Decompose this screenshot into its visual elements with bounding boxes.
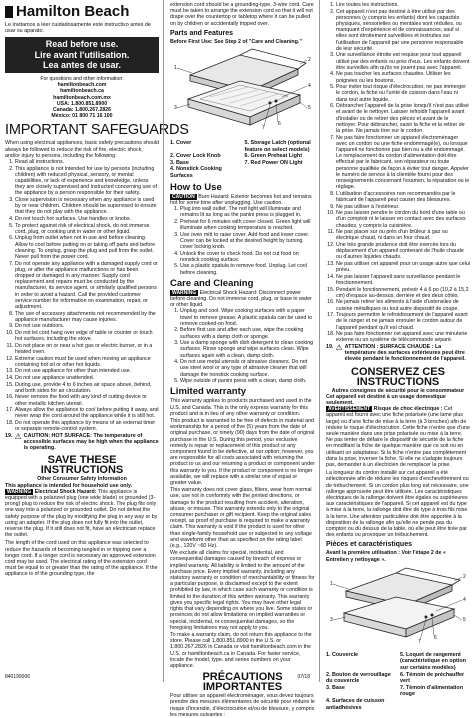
fr-safeguard-item: 16. Ne jamais retirer les aliments à l'aide d'ustensiles de cuisine métalliques ou tout autre dispositif de coupe. (336, 299, 470, 311)
save-subtitle: Other Consumer Safety Information (37, 476, 127, 483)
read-before-fr: Lire avant l'utilisation. (34, 49, 130, 60)
fr-cord-length-text: La longueur du cordon installé sur cet appareil a été sélectionnée afin de réduire les risques d'enchevêtrement ou de trébuchement. Si un cordon plus long est nécessaire, une rallonge approuvée peut être utilisée. Les caractéristiques électriques de la rallonge doivent être égales ou supérieures aux caractéristiques de l'appareil. Si cet appareil est du type à mise à la terre, la rallonge doit être de type à trois fils mise à la terre. Une attention particulière doit être apportée à la disposition de la rallonge afin qu'elle ne pende pas du comptoir ou du dessus de la table, où elle peut être tirée par des enfants ou provoquer un trébuchement. (326, 470, 469, 539)
svg-text:3: 3 (330, 616, 333, 623)
household-use: This appliance is intended for household use only. (5, 482, 133, 489)
shock-warning (5, 489, 159, 539)
svg-text:2: 2 (308, 57, 311, 64)
extension-cord-cont: extension cord should be a grounding-type, 3-wire cord. Care must be taken to arrange the extension cord so that it will not drape over the countertop or tabletop where it can be pulled on by children or accidentally tripped over. (170, 2, 314, 27)
fr-safeguard-item: 10. Ne pas laisser pendre le cordon du bord d'une table ou d'un comptoir ni le laisser en contact avec des surfaces chaudes, y compris la cuisinière. (336, 210, 470, 229)
fr-hot-surface-caution (326, 344, 470, 363)
contact-phone-usa: USA: 1.800.851.8900 (56, 100, 108, 107)
care-warning-text: Electrical Shock Hazard: Disconnect power before cleaning. Do not immerse cord, plug, or base in water or other liquid. (170, 289, 312, 309)
warranty-para: We exclude all claims for special, incidental, and consequential damages caused by breach of express or implied warranty. All liability is limited to the amount of the purchase price. Every implied warranty, including any statutory warranty or condition of merchantability or fitness for a particular purpose, is disclaimed except to the extent prohibited by law, in which case such warranty or condition is limited to the duration of this written warranty. This warranty gives you specific legal rights. You may have other legal rights that vary depending on where you live. Some states or provinces do not allow limitations on implied warranties or special, incidental, or consequential damages, so the foregoing limitations may not apply to you. (170, 550, 315, 631)
page-footer (5, 674, 470, 680)
part-item: 4. Nonstick Cooking Surfaces (170, 166, 222, 179)
read-before-es: Lea antes de usar. (42, 60, 122, 71)
piece-item: 5. Loquet de rangement (caractéristique en option sur certains modèles) (400, 651, 466, 672)
brand-logo-mark (5, 6, 13, 18)
fr-safeguards-list (326, 2, 470, 344)
how-to-step: 1. Plug into wall outlet. The red light will illuminate and remains lit as long as the panini press is plugged in. (180, 206, 315, 218)
column-english-use (163, 0, 319, 718)
fr-shock-warning (326, 406, 470, 468)
fr-safeguard-item: 6. Débrancher l'appareil de la prise lorsqu'il n'est pas utilisé et avant de le nettoyer. Laisser refroidir l'appareil avant d'installer ou de retirer des pièces et avant de le nettoyer. Pour débrancher, saisir la fiche et la retirer de la prise. Ne jamais tirer sur le cordon. (336, 103, 470, 134)
safeguard-item: 1. Read all instructions. (15, 159, 159, 165)
svg-text:6: 6 (278, 121, 281, 128)
fr-safeguard-item: 13. Ne pas utiliser cet appareil pour un usage autre que celui prévu. (336, 261, 470, 273)
safeguard-item: 17. Always allow the appliance to cool before putting it away, and never wrap the cord around the appliance while it is still hot. (15, 407, 159, 419)
safeguards-intro: When using electrical appliances, basic safety precautions should always be followed to reduce the risk of fire, electric shock, and/or injury to persons, including the following: (5, 140, 159, 159)
care-step: 2. Before first use and after each use, wipe the cooking surfaces with a damp cloth or sponge. (180, 327, 315, 339)
fr-safeguard-item: 4. Ne pas toucher les surfaces chaudes. Utiliser les poignées ou les boutons. (336, 71, 470, 83)
fr-safeguard-item: 14. Ne pas laisser l'appareil sans surveillance pendant le fonctionnement. (336, 274, 470, 286)
warning-tag: WARNING (7, 488, 32, 495)
svg-text:2: 2 (463, 573, 466, 580)
fr-hot-surface-warning-icon: ⚠ (335, 343, 343, 352)
safeguard-item: 15. During use, provide 4 to 6 inches air space above, behind, and both sides for air circulation. (15, 382, 159, 394)
how-to-step: 3. Use oven mitt to raise cover. Add food and lower cover. Cover can be locked at the desired height by turning cover locking knob. (180, 232, 315, 251)
part-item: 7. Red Power ON Light (244, 159, 303, 166)
svg-text:4: 4 (308, 83, 311, 90)
part-item: 1. Cover (170, 140, 192, 147)
hot-surface-caution (5, 433, 159, 452)
safeguard-item: 9. Do not use outdoors. (15, 323, 159, 329)
svg-text:7: 7 (262, 125, 265, 132)
warning-bold: Electrical Shock Hazard: (34, 488, 97, 495)
safeguards-title: IMPORTANT SAFEGUARDS (5, 122, 189, 139)
svg-text:3: 3 (174, 105, 177, 112)
svg-text:1: 1 (174, 65, 177, 72)
contact-intro: For questions and other information: (40, 75, 124, 82)
fr-warning-text: Cet appareil est fourni avec une fiche polarisée (une lame plus large) ou d'une fiche de mise à la terre (à 3 broches) afin de réduire le risque d'électrocution. Cette fiche n'entre que d'une seule manière dans une prise polarisée ou mise à la terre. Ne pas tenter de défaire le dispositif de sécurité de la fiche en modifiant la fiche de quelque manière que ce soit ou en utilisant un adaptateur. Si la fiche n'entre pas complètement dans la prise, inverser la fiche. Si elle ne s'adapte toujours pas, demander à un électricien de remplacer la prise. (326, 406, 470, 469)
pieces-list (326, 652, 470, 711)
burn-warning-text: Burn Hazard: Exterior becomes hot and remains hot for some time after unplugging. Use caution. (170, 193, 312, 206)
part-item (245, 166, 316, 179)
safeguard-item: 16. Never remove the food with any kind of cutting device or other metallic kitchen utensil. (15, 394, 159, 406)
contact-link-us[interactable]: hamiltonbeach.com (57, 82, 107, 89)
save-instructions-title: SAVE THESE INSTRUCTIONS (40, 454, 124, 477)
how-to-use-title: How to Use (170, 181, 222, 193)
piece-item: 7. Témoin d'alimentation rouge (400, 684, 463, 698)
fr-safeguard-item: 2. Cet appareil n'est pas destiné à être utilisé par des personnes (y compris les enfants) dont les capacités physiques, sensorielles ou mentales sont réduites, ou manquant d'expérience et de connaissances, sauf si elles sont étroitement surveillées et instruites sur l'utilisation de l'appareil par une personne responsable de leur sécurité. (336, 9, 470, 52)
part-item: 2. Cover Lock Knob (170, 153, 221, 160)
fr-safeguards-title: PRÉCAUTIONS IMPORTANTES (202, 671, 283, 694)
care-title: Care and Cleaning (170, 277, 254, 289)
svg-text:5: 5 (463, 616, 466, 623)
panini-press-diagram (170, 47, 316, 133)
parts-note: Before First Use: See Step 2 of "Care and Cleaning." (170, 38, 302, 45)
svg-text:7: 7 (418, 638, 421, 645)
fr-safeguard-item: 5. Pour éviter tout risque d'électrocution, ne pas immerger le cordon, la fiche ou l'unité de cuisson dans l'eau ni dans tout autre liquide. (336, 84, 470, 103)
fr-caution-body (345, 344, 470, 363)
fr-safeguard-item: 11. Ne pas placer sur ou près d'un brûleur à gaz ou électrique chaud, ni dans un four chaud. (336, 229, 470, 241)
piece-item: 1. Couvercle (326, 651, 359, 658)
fr-household-use: Cet appareil est destiné à un usage domestique seulement. (326, 393, 446, 407)
care-steps (170, 308, 315, 384)
svg-text:5: 5 (308, 105, 311, 112)
column-french (319, 0, 474, 711)
care-step: 4. Do not use metal utensils or abrasive cleaners. Do not use steel wool or any type of abrasive cleaner that will damage the nonstick cooking surface. (180, 359, 315, 378)
care-step: 1. Unplug and cool. Wipe cooking surfaces with a paper towel to remove grease. A plastic spatula can be used to remove cooked-on food. (180, 308, 315, 327)
contact-block (5, 76, 159, 119)
fr-warning-tag: AVERTISSEMENT (328, 406, 371, 413)
piece-item: 4. Surfaces de cuisson antiadhésives (326, 698, 385, 711)
care-warning-tag: WARNING (172, 289, 197, 296)
safeguard-item: 11. Do not place on or near a hot gas or electric burner, or in a heated oven. (15, 343, 159, 355)
contact-phone-canada: Canada: 1.800.267.2826 (53, 106, 111, 113)
fr-safeguard-item: 18. Ne pas faire fonctionner cet appareil avec une minuterie externe ou un système de télécommande séparé. (336, 331, 470, 343)
brand-logo (5, 4, 159, 20)
safeguards-list (5, 159, 159, 432)
caution-body (24, 433, 159, 452)
warranty-para: This warranty applies to products purchased and used in the U.S. and Canada. This is the only express warranty for this product and is in lieu of any other warranty or condition. (170, 398, 312, 417)
safeguard-item: 10. Do not let cord hang over edge of table or counter or touch hot surfaces, including the stove. (15, 330, 159, 342)
care-warning (170, 290, 315, 309)
hot-surface-warning-icon: ⚠ (14, 431, 22, 441)
caution-tag: CAUTION: HOT SURFACE: (23, 432, 92, 439)
fr-safeguard-item: 9. Ne pas utiliser à l'extérieur. (336, 204, 470, 210)
read-before-en: Read before use. (45, 39, 119, 50)
safeguard-item: 7. Do not operate any appliance with a damaged supply cord or plug, or after the appliance malfunctions or has been dropped or damaged in any manner. Supply cord replacement and repairs must be conducted by the manufacturer, its service agent, or similarly qualified persons in order to avoid a hazard. Call the provided customer service number for information on examination, repair, or adjustment. (15, 261, 159, 311)
caution-number: 19. (5, 432, 13, 439)
piece-item: 3. Base (326, 684, 345, 691)
fr-panini-press-diagram (326, 565, 471, 645)
part-item: 3. Base (170, 159, 189, 166)
conserve-subtitle: Autres consignes de sécurité pour le consommateur (331, 387, 465, 394)
fr-caution-text: La température des surfaces extérieures peut être élevée pendant le fonctionnement de l'appareil. (344, 344, 466, 363)
safeguard-item: 8. The use of accessory attachments not recommended by the appliance manufacturer may cause injuries. (15, 311, 159, 323)
contact-phone-mexico: México: 01 800 71 16 100 (51, 113, 113, 120)
safeguard-item: 4. Do not touch hot surfaces. Use handles or knobs. (15, 216, 159, 222)
parts-list (170, 140, 315, 180)
safeguard-item: 13. Do not use appliance for other than intended use. (15, 368, 159, 374)
safeguard-item: 3. Close supervision is necessary when any appliance is used by or near children. Children should be supervised to ensure that they do not play with the appliance. (15, 197, 159, 216)
fr-safeguard-item: 15. Pendant le fonctionnement, prévoir 4 à 6 po (10,2 à 15,2 cm) d'espace au-dessus, derrière et des deux côtés. (336, 287, 470, 299)
safeguard-item: 12. Extreme caution must be used when moving an appliance containing hot oil or other hot liquids. (15, 356, 159, 368)
fr-caution-number: 19. (326, 344, 334, 350)
part-item: 5. Storage Latch (optional feature on select models) (244, 140, 311, 153)
fr-caution-tag: ATTENTION : SURFACE CHAUDE : (344, 344, 434, 350)
safeguard-item: 14. Do not use appliance unattended. (15, 375, 159, 381)
care-step: 5. Wipe outside of panini press with a clean, damp cloth. (180, 378, 315, 384)
pieces-title: Pièces et caractéristiques (326, 541, 412, 549)
brand-name: Hamilton Beach (16, 3, 130, 20)
fr-safeguard-item: 17. Toujours permettre le refroidissement de l'appareil avant de le ranger et ne jamais enrouler le cordon autour de l'appareil pendant qu'il est chaud. (336, 312, 470, 331)
fr-safeguard-item: 3. Une surveillance étroite est requise pour tout appareil utilisé par des enfants ou près d'eux. Les enfants doivent être surveillés afin qu'ils ne jouent pas avec l'appareil. (336, 52, 470, 71)
safeguard-item: 18. Do not operate this appliance by means of an external timer or separate remote-control system. (15, 420, 159, 432)
cord-length-text: The length of the cord used on this appliance was selected to reduce the hazards of becoming tangled in or tripping over a longer cord. If a longer cord is necessary an approved extension cord may be used. The electrical rating of the extension cord must be equal to or greater than the rating of the appliance. If the appliance is of the grounding type, the (5, 540, 158, 578)
piece-item (400, 698, 470, 711)
svg-text:6: 6 (434, 634, 437, 641)
contact-link-ca[interactable]: hamiltonbeach.ca (60, 88, 104, 95)
caution-text: The temperature of accessible surfaces may be high when the appliance is operating. (23, 432, 159, 452)
how-to-step: 4. Unlock the cover to check food. Do not cut food on nonstick cooking surface. (180, 251, 315, 263)
footer-date: 07/18 (297, 674, 310, 680)
contact-link-mx[interactable]: hamiltonbeach.com.mx (53, 94, 111, 101)
pieces-note: Avant la première utilisation : Voir l'étape 2 de « Entretien y nettoyage ». (326, 550, 446, 563)
parts-title: Parts and Features (170, 29, 234, 37)
brand-tagline: Le invitamos a leer cuidadosamente este instructivo antes de usar su aparato. (5, 22, 151, 35)
burn-warning (170, 194, 315, 206)
how-to-step: 2. Preheat for 6 minutes with cover closed. Green light will illuminate when cooking temperature is reached. (180, 219, 315, 231)
svg-text:1: 1 (330, 580, 333, 587)
warranty-para: This product is warranted to be free of defects in material and workmanship for a period of five (5) years from the date of original purchase, or ninety (90) days from the date of original purchase in the U.S. During this period, your exclusive remedy is repair or replacement of this product or any component found to be defective, at our option; however, you are responsible for all costs associated with returning the product to us and our returning a product or component under this warranty to you. If the product or component is no longer available, we will replace with a similar one of equal or greater value. (170, 418, 315, 487)
fr-safeguard-item: 12. Une très grande prudence doit être exercée lors du déplacement d'un appareil contenant de l'huile chaude ou d'autres liquides chauds. (336, 242, 470, 261)
how-to-step: 5. Use a plastic spatula to remove food. Unplug. Let cool before cleaning. (180, 263, 315, 275)
fr-safeguard-item: 8. L'utilisation d'accessoires non recommandés par le fabricant de l'appareil peut causer des blessures. (336, 191, 470, 203)
warning-text: This appliance is equipped with a polarized plug (one wide blade) or grounded (3-prong) plug to reduce the risk of electric shock. The plug fits only one way into a polarized or grounded outlet. Do not defeat the safety purpose of the plug by modifying the plug in any way or by using an adapter. If the plug does not fully fit into the outlet, reverse the plug. If it still does not fit, have an electrician replace the outlet. (5, 488, 158, 539)
footer-code: 840199006 (5, 674, 31, 680)
fr-safeguards-intro: Pour utiliser un appareil électroménager, vous devez toujours prendre des mesures élémentaires de sécurité pour réduire le risque d'incendie, d'électrocution et/ou de blessure, y compris les mesures suivantes : (170, 693, 315, 718)
part-item: 6. Green Preheat Light (244, 153, 303, 160)
piece-item: 6. Témoin de préchauffer vert (400, 671, 465, 685)
safeguard-item: 6. Unplug from outlet when not in use and before cleaning. Allow to cool before putting on or taking off parts and before cleaning. To unplug, grasp the plug and pull from the outlet. Never pull from the power cord. (15, 235, 159, 260)
fr-safeguard-item: 7. Ne pas faire fonctionner un appareil électroménager avec un cordon ou une fiche endommagé(e), ou lorsque l'appareil ne fonctionne pas bien ou a été endommagé. Le remplacement du cordon d'alimentation doit être effectué par le fabricant, son réparateur ou toute personne qualifiée de façon à éviter tout danger. Appeler le numéro de service à la clientèle fourni pour des renseignements concernant l'examen, la réparation ou le réglage. (336, 135, 470, 191)
svg-text:4: 4 (463, 596, 466, 603)
burn-warning-tag: CAUTION (172, 193, 195, 200)
how-to-steps (170, 206, 315, 276)
conserve-title: CONSERVEZ CES INSTRUCTIONS (351, 365, 445, 388)
safeguard-item: 5. To protect against risk of electrical shock, do not immerse cord, plug, or cooking unit in water or other liquid. (15, 223, 159, 235)
warranty-para: This warranty does not cover glass, filters, wear from normal use, use not in conformity with the printed directions, or damage to the product resulting from accident, alteration, abuse, or misuse. This warranty extends only to the original consumer purchaser or gift recipient. Keep the original sales receipt, as proof of purchase is required to make a warranty claim. This warranty is void if the product is used for other than single-family household use or subjected to any voltage and waveform other than as specified on the rating label (e.g., 120V ~60 Hz). (170, 487, 312, 550)
read-before-use-banner (5, 37, 159, 73)
safeguard-item: 2. This appliance is not intended for use by persons (including children) with reduced physical, sensory, or mental capabilities, or lack of experience and knowledge, unless they are closely supervised and instructed concerning use of the appliance by a person responsible for their safety. (15, 166, 159, 197)
warranty-title: Limited warranty (170, 386, 247, 398)
fr-warning-bold: Risque de choc électrique : (373, 406, 443, 413)
fr-safeguard-item: 1. Lire toutes les instructions. (336, 2, 470, 8)
warranty-para: To make a warranty claim, do not return this appliance to the store. Please call 1.800.851.8900 in the U.S. or 1.800.267.2826 in Canada or visit hamiltonbeach.com in the U.S. or hamiltonbeach.ca in Canada. For faster service, locate the model, type, and series numbers on your appliance. (170, 631, 312, 669)
piece-item: 2. Bouton de verrouillage du couvercle (326, 671, 391, 685)
care-step: 3. Use a damp sponge with dish detergent to clean cooking surfaces. Rinse sponge and wipe surfaces clean. Wipe surfaces again with a clean, damp cloth. (180, 340, 315, 359)
